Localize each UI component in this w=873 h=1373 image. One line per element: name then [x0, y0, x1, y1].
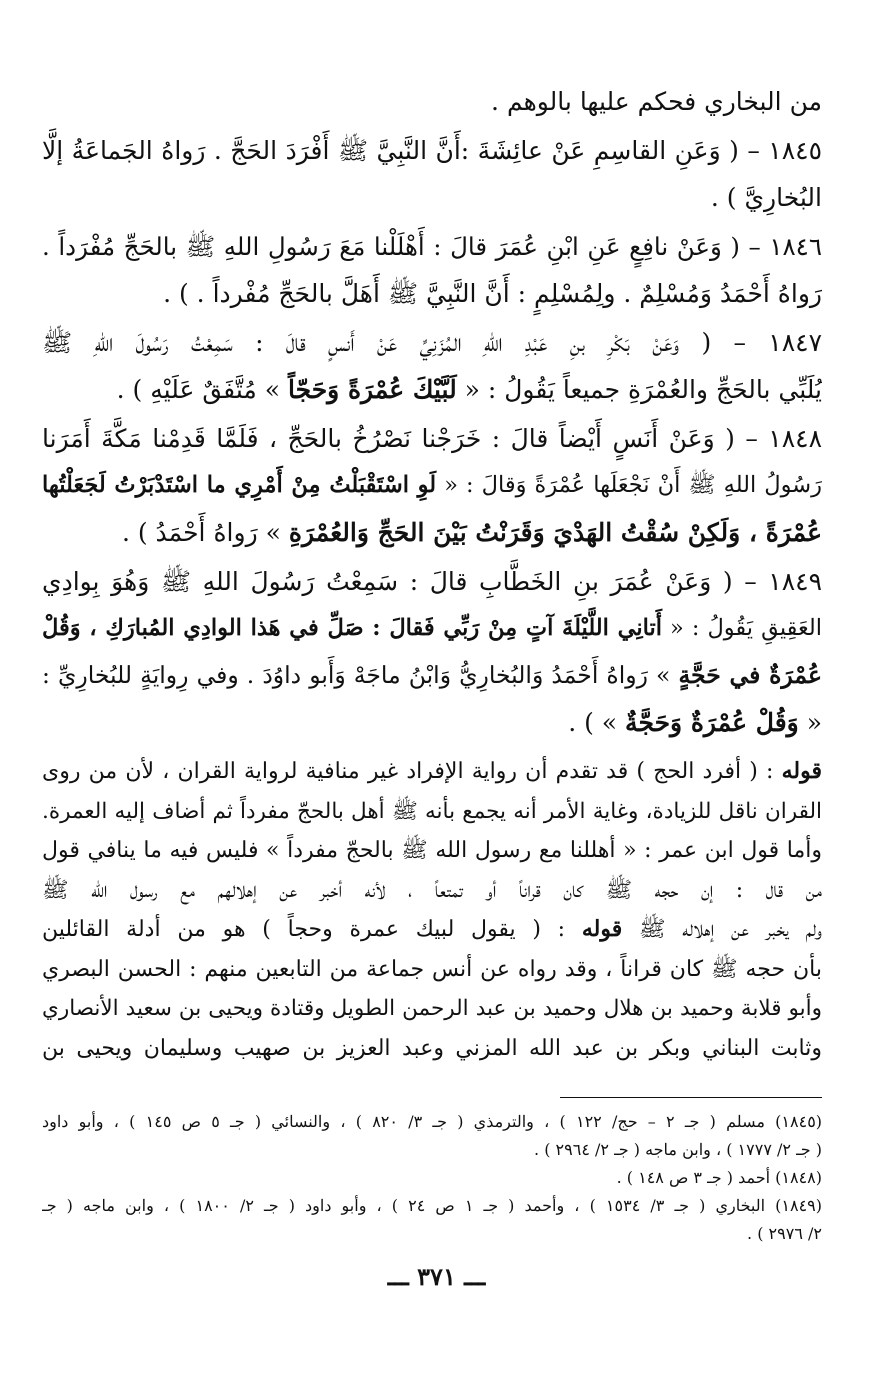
text-line: [42, 699, 822, 746]
hadith-1846: [42, 223, 822, 317]
text-segment: «: [798, 708, 822, 737]
page-number: ـــ ٣٧١ ـــ: [387, 1262, 486, 1291]
prophetic-quote: وَقُلْ عُمْرَةٌ وَحَجَّةٌ: [625, 708, 799, 737]
text-line: القران ناقل للزيادة، وغاية الأمر أنه يجمع بأنه ﷺ أهل بالحجّ مفرداً ثم أضاف إليه العمرة.: [42, 798, 822, 824]
text-line: من قال : إن حجه ﷺ كان قراناً أو تمتعاً ، لأنه أخبر عن إهلالهم مع رسول الله ﷺ: [42, 877, 822, 903]
text-line: رَواهُ أَحْمَدُ وَمُسْلِمٌ . ولِمُسْلِمٍ : أَنَّ النَّبِيَّ ﷺ أَهَلَّ بالحَجِّ مُفْرداً . ) .: [163, 279, 822, 308]
text-line: وأبو قلابة وحميد بن هلال وحميد بن عبد الرحمن الطويل وقتادة ويحيى بن سعيد الأنصاري: [42, 996, 822, 1021]
text-line: ١٨٤٦ – ( وَعَنْ نافِعٍ عَنِ ابْنِ عُمَرَ قالَ : أَهْلَلْنا مَعَ رَسُولِ اللهِ ﷺ بالحَجِّ مُفْرَداً .: [42, 232, 822, 261]
prophetic-quote: لَبَّيْكَ عُمْرَةً وَحَجّاً: [287, 375, 457, 404]
prophetic-quote: لَوِ اسْتَقْبَلْتُ مِنْ أَمْرِي ما اسْتَدْبَرْتُ لَجَعَلْتُها: [42, 472, 437, 498]
hadith-1845: [42, 127, 822, 221]
text-segment: » رَواهُ أَحْمَدُ وَالبُخارِيُّ وَابْنُ ماجَهْ وَأَبو داوُدَ . وفي رِوايَةٍ للبُخارِيِّ :: [42, 661, 679, 689]
hadith-1847: [42, 319, 822, 413]
text-line: [42, 910, 822, 950]
text-line: [42, 605, 822, 652]
text-segment: رَسُولُ اللهِ ﷺ أَنْ نَجْعَلَها عُمْرَةً وَقالَ : «: [436, 472, 822, 498]
text-segment: ولم يخبر عن إهلاله ﷺ: [622, 917, 822, 942]
intro-block: [42, 78, 822, 125]
text-line: ١٨٤٩ – ( وَعَنْ عُمَرَ بنِ الخَطَّابِ قالَ : سَمِعْتُ رَسُولَ اللهِ ﷺ وَهُوَ بِوادِي: [42, 567, 822, 596]
footnote-line: (١٨٤٨) أحمد ( جـ ٣ ص ١٤٨ ) .: [616, 1168, 822, 1187]
text-line: [42, 366, 822, 413]
footnote-line: (١٨٤٥) مسلم ( جـ ٢ – حج/ ١٢٢ ) ، والترمذي ( جـ ٣/ ٨٢٠ ) ، والنسائي ( جـ ٥ ص ١٤٥ ) ، وأبو داود: [42, 1112, 822, 1131]
footnote-separator: [560, 1097, 822, 1098]
text-segment: يُلَبِّي بالحَجِّ والعُمْرَةِ جميعاً يَقُولُ : «: [456, 375, 822, 404]
footnote-line: ( جـ ٢/ ١٧٧٧ ) ، وابن ماجه ( جـ ٢/ ٢٩٦٤ ) .: [534, 1140, 822, 1159]
text-segment: » ) .: [568, 708, 626, 737]
text-line: [42, 752, 822, 792]
text-line: [42, 652, 822, 699]
prophetic-quote: عُمْرَةٌ في حَجَّةٍ: [678, 661, 822, 689]
text-line: ١٨٤٥ – ( وَعَنِ القاسِمِ عَنْ عائِشَةَ :أَنَّ النَّبِيَّ ﷺ أَفْرَدَ الحَجَّ . رَواهُ الجَماعَةُ إلَّا: [42, 136, 822, 165]
text-segment: العَقِيقِ يَقُولُ : «: [662, 615, 822, 641]
text-segment: : ( أفرد الحج ) قد تقدم أن رواية الإفراد غير منافية لرواية القران ، لأن من روى: [42, 759, 782, 784]
hadith-1849: [42, 558, 822, 746]
commentary-keyword: قوله: [581, 916, 623, 942]
text-line: [42, 509, 822, 556]
prophetic-quote: عُمْرَةً ، وَلَكِنْ سُقْتُ الهَدْيَ وَقَرَنْتُ بَيْنَ الحَجِّ وَالعُمْرَةِ: [288, 518, 822, 547]
text-line: ١٨٤٨ – ( وَعَنْ أَنَسٍ أَيْضاً قالَ : خَرَجْنا نَصْرُخُ بالحَجِّ ، فَلَمَّا قَدِمْنا مَكَّةَ أَمَرَنا: [42, 424, 822, 453]
text-line: وأما قول ابن عمر : « أهللنا مع رسول الله ﷺ بالحجّ مفرداً » فليس فيه ما ينافي قول: [42, 838, 822, 863]
text-line: ١٨٤٧ – ( وَعَنْ بَكْرِ بنِ عَبْدِ اللهِ المُزَنِيِّ عَنْ أَنسٍ قالَ : سَمِعْتُ رَسُولَ اللهِ ﷺ: [42, 328, 822, 357]
prophetic-quote: أَتانِي اللَّيْلَةَ آتٍ مِنْ رَبِّي فَقالَ : صَلِّ في هَذا الوادِي المُبارَكِ ، وَقُلْ: [42, 615, 662, 641]
commentary-keyword: قوله: [781, 758, 822, 784]
footnote-line: ٢/ ٢٩٧٦ ) .: [747, 1224, 822, 1243]
text-segment: » مُتَّفَقٌ عَلَيْهِ ) .: [116, 375, 288, 404]
text-segment: » رَواهُ أَحْمَدُ ) .: [121, 518, 289, 547]
text-line: من البخاري فحكم عليها بالوهم .: [491, 87, 822, 116]
footnote-line: (١٨٤٩) البخاري ( جـ ٣/ ١٥٣٤ ) ، وأحمد ( جـ ١ ص ٢٤ ) ، وأبو داود ( جـ ٢/ ١٨٠٠ ) ، وابن ماجه ( جـ: [42, 1196, 822, 1215]
text-segment: : ( يقول لبيك عمرة وحجاً ) هو من أدلة القائلين: [42, 917, 582, 942]
hadith-1848: [42, 415, 822, 556]
text-line: البُخارِيَّ ) .: [710, 183, 822, 212]
text-line: بأن حجه ﷺ كان قراناً ، وقد رواه عن أنس جماعة من التابعين منهم : الحسن البصري: [42, 956, 822, 982]
page-body: [42, 78, 822, 1068]
text-line: وثابت البناني وبكر بن عبد الله المزني وعبد العزيز بن صهيب وسليمان ويحيى بن: [42, 1035, 822, 1061]
commentary-block: [42, 752, 822, 1068]
text-line: [42, 462, 822, 509]
footnotes: [42, 1108, 822, 1248]
